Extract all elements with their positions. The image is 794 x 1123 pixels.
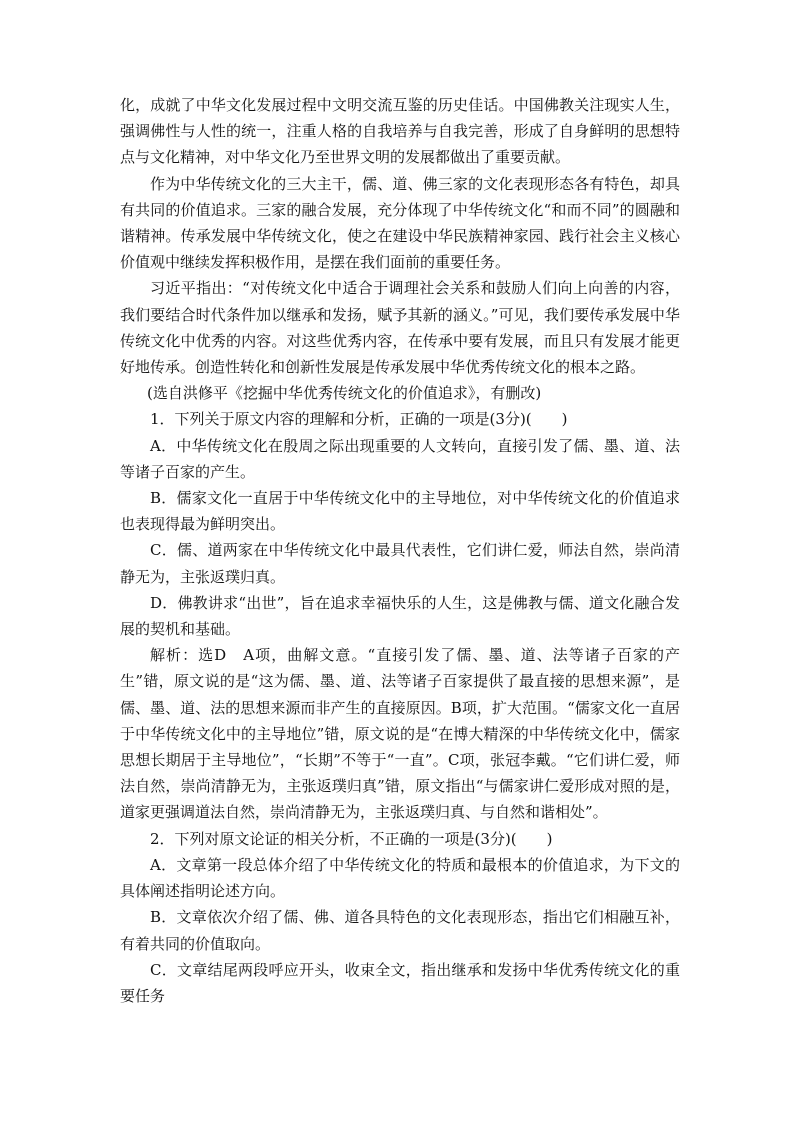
question-1-option-a: A．中华传统文化在殷周之际出现重要的人文转向，直接引发了儒、墨、道、法等诸子百家的产生。 bbox=[120, 436, 680, 481]
question-1-stem: 1．下列关于原文内容的理解和分析，正确的一项是(3分)( ) bbox=[150, 410, 568, 429]
source-citation: (选自洪修平《挖掘中华优秀传统文化的价值追求》，有删改) bbox=[147, 384, 542, 403]
passage-paragraph-1: 化，成就了中华文化发展过程中文明交流互鉴的历史佳话。中国佛教关注现实人生，强调佛性与人性的统一，注重人格的自我培养与自我完善，形成了自身鲜明的思想特点与文化精神，对中华文化乃至世界文明的发展都做出了重要贡献。 bbox=[120, 96, 680, 167]
passage-paragraph-2: 作为中华传统文化的三大主干，儒、道、佛三家的文化表现形态各有特色，却具有共同的价值追求。三家的融合发展，充分体现了中华传统文化“和而不同”的圆融和谐精神。传承发展中华传统文化，使之在建设中华民族精神家园、践行社会主义核心价值观中继续发挥积极作用，是摆在我们面前的重要任务。 bbox=[120, 174, 680, 272]
question-1-analysis: 解析：选D A项，曲解文意。“直接引发了儒、墨、道、法等诸子百家的产生”错，原文说的是“这为儒、墨、道、法等诸子百家提供了最直接的思想来源”，是儒、墨、道、法的思想来源而非产生的直接原因。B项，扩大范围。“儒家文化一直居于中华传统文化中的主导地位”错，原文说的是“在博大精深的中华传统文化中，儒家思想长期居于主导地位”，“长期”不等于“一直”。C项，张冠李戴。“它们讲仁爱，师法自然，崇尚清静无为，主张返璞归真”错，原文指出“与儒家讲仁爱形成对照的是，道家更强调道法自然，崇尚清静无为，主张返璞归真、与自然和谐相处”。 bbox=[120, 646, 680, 822]
question-2-option-c: C．文章结尾两段呼应开头，收束全文，指出继承和发扬中华优秀传统文化的重要任务 bbox=[120, 960, 680, 1005]
question-2-stem: 2．下列对原文论证的相关分析，不正确的一项是(3分)( ) bbox=[150, 829, 553, 848]
question-1-option-d: D．佛教讲求“出世”，旨在追求幸福快乐的人生，这是佛教与儒、道文化融合发展的契机和基础。 bbox=[120, 593, 680, 639]
document-body bbox=[120, 92, 680, 1009]
passage-paragraph-3: 习近平指出：“对传统文化中适合于调理社会关系和鼓励人们向上向善的内容，我们要结合时代条件加以继承和发扬，赋予其新的涵义。”可见，我们要传承发展中华传统文化中优秀的内容。对这些优秀内容，在传承中要有发展，而且只有发展才能更好地传承。创造性转化和创新性发展是传承发展中华优秀传统文化的根本之路。 bbox=[120, 279, 680, 377]
question-1-option-b: B．儒家文化一直居于中华传统文化中的主导地位，对中华传统文化的价值追求也表现得最为鲜明突出。 bbox=[120, 489, 680, 534]
question-2-option-b: B．文章依次介绍了儒、佛、道各具特色的文化表现形态，指出它们相融互补，有着共同的价值取向。 bbox=[120, 908, 680, 953]
question-2-option-a: A．文章第一段总体介绍了中华传统文化的特质和最根本的价值追求，为下文的具体阐述指明论述方向。 bbox=[120, 855, 680, 901]
question-1-option-c: C．儒、道两家在中华传统文化中最具代表性，它们讲仁爱，师法自然，崇尚清静无为，主张返璞归真。 bbox=[120, 541, 680, 586]
